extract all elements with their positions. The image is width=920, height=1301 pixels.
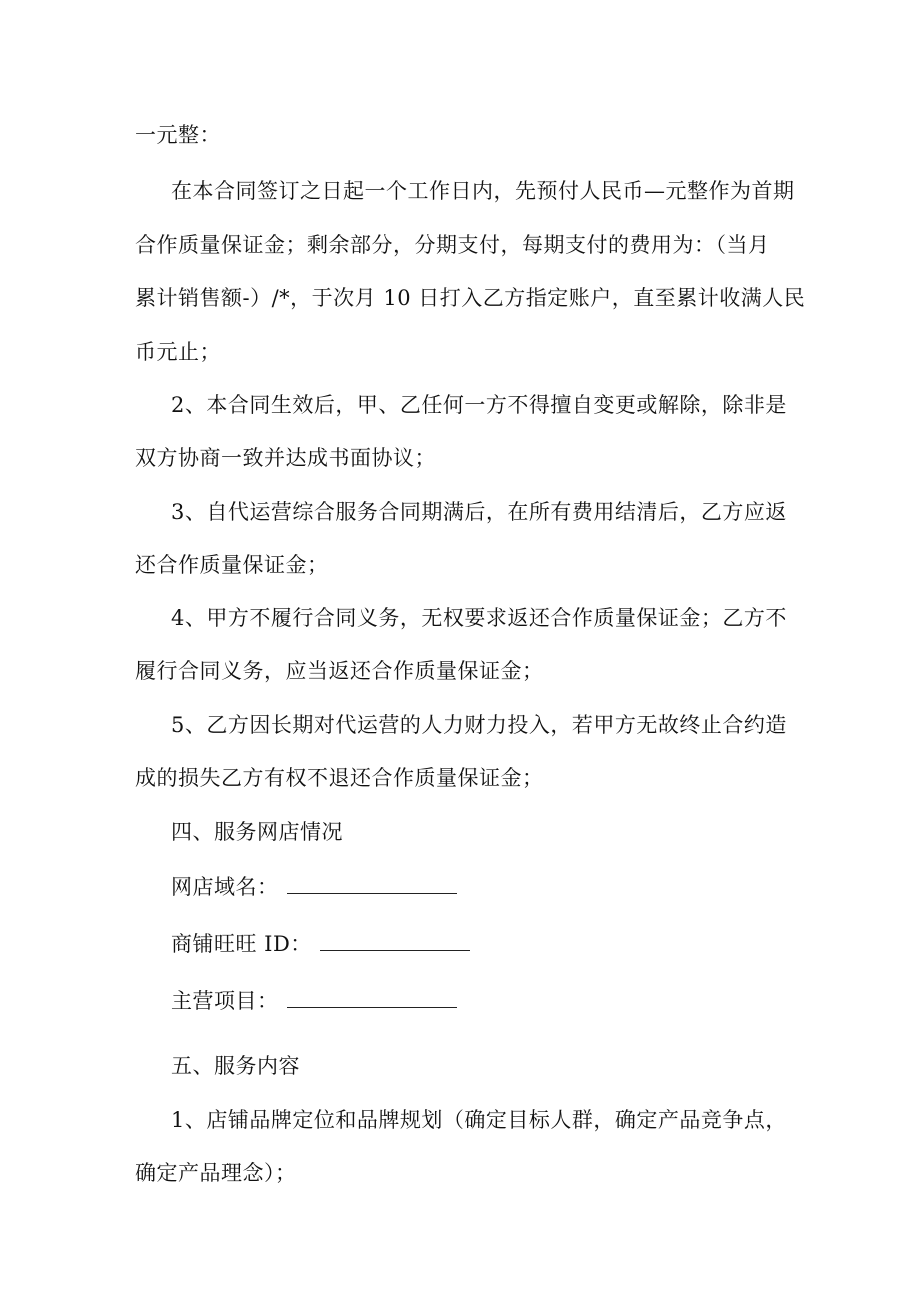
field-label: 商铺旺旺 ID：	[171, 932, 312, 956]
form-field-row	[171, 873, 457, 901]
paragraph-line: 确定产品理念）；	[135, 1161, 297, 1185]
paragraph-line: 累计销售额-）/*，于次月 10 日打入乙方指定账户，直至累计收满人民	[135, 286, 806, 310]
blank-line	[320, 930, 470, 951]
paragraph-line: 还合作质量保证金；	[135, 553, 329, 577]
form-field-row	[171, 987, 457, 1015]
field-label: 网店域名：	[171, 875, 279, 899]
blank-line	[287, 987, 457, 1008]
paragraph-line: 2、本合同生效后，甲、乙任何一方不得擅自变更或解除，除非是	[171, 393, 787, 417]
section-heading: 四、服务网店情况	[171, 820, 343, 844]
paragraph-line: 双方协商一致并达成书面协议；	[135, 446, 436, 470]
paragraph-line: 4、甲方不履行合同义务，无权要求返还合作质量保证金；乙方不	[171, 606, 787, 630]
paragraph-line: 合作质量保证金；剩余部分，分期支付，每期支付的费用为：（当月	[135, 233, 770, 257]
section-heading: 五、服务内容	[171, 1054, 300, 1078]
field-label: 主营项目：	[171, 989, 279, 1013]
paragraph-line: 5、乙方因长期对代运营的人力财力投入，若甲方无故终止合约造	[171, 713, 787, 737]
paragraph-line: 3、自代运营综合服务合同期满后，在所有费用结清后，乙方应返	[171, 500, 787, 524]
blank-line	[287, 873, 457, 894]
paragraph-line: 在本合同签订之日起一个工作日内，先预付人民币—元整作为首期	[171, 179, 795, 203]
paragraph-line: 一元整：	[135, 123, 221, 147]
paragraph-line: 币元止；	[135, 340, 221, 364]
form-field-row	[171, 930, 470, 958]
paragraph-line: 1、店铺品牌定位和品牌规划（确定目标人群，确定产品竞争点，	[171, 1108, 787, 1132]
paragraph-line: 成的损失乙方有权不退还合作质量保证金；	[135, 766, 544, 790]
paragraph-line: 履行合同义务，应当返还合作质量保证金；	[135, 659, 544, 683]
